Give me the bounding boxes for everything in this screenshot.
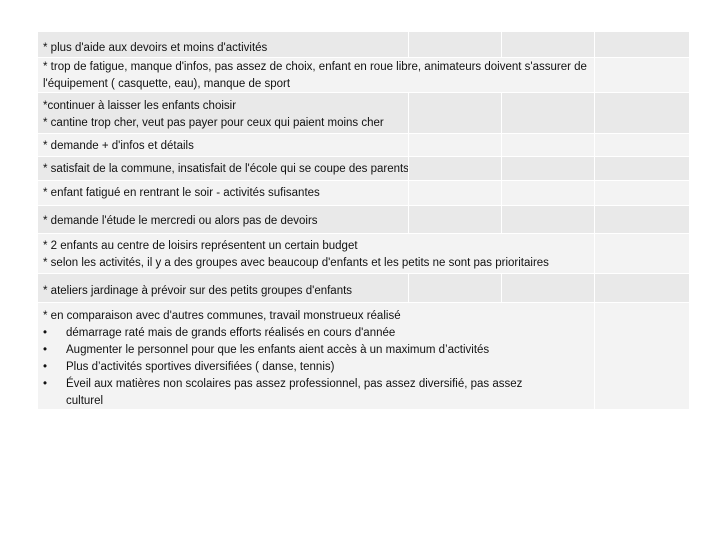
empty-cell: [501, 32, 594, 58]
empty-cell: [501, 93, 594, 133]
table-row: [38, 274, 689, 303]
bullet-mark: •: [43, 361, 48, 373]
empty-cell: [594, 234, 689, 273]
table-row: [38, 58, 689, 93]
bullet-text: Éveil aux matières non scolaires pas assez professionnel, pas assez diversifié, pas assez: [66, 378, 523, 390]
bullet-continuation: culturel: [66, 395, 104, 407]
empty-cell: [594, 303, 689, 411]
empty-cell: [594, 206, 689, 233]
bullet-mark: •: [43, 327, 48, 339]
comment-text: * en comparaison avec d'autres communes, travail monstrueux réalisé: [43, 310, 401, 322]
empty-cell: [501, 206, 594, 233]
empty-cell: [594, 134, 689, 156]
comment-text: * 2 enfants au centre de loisirs représentent un certain budget: [43, 240, 358, 252]
comment-cell: [38, 234, 594, 273]
table-row: [38, 93, 689, 134]
comment-text: * demande l'étude le mercredi ou alors pas de devoirs: [43, 215, 318, 227]
comment-text: * trop de fatigue, manque d'infos, pas assez de choix, enfant en roue libre, animateurs doivent s'assurer de: [43, 61, 587, 73]
comment-cell: [38, 134, 408, 156]
empty-cell: [408, 206, 501, 233]
comment-text: * selon les activités, il y a des groupes avec beaucoup d'enfants et les petits ne sont pas prioritaires: [43, 257, 549, 269]
comment-cell: [38, 206, 408, 233]
table-row: [38, 206, 689, 234]
table-row: [38, 157, 689, 181]
table-row: [38, 32, 689, 58]
empty-cell: [408, 93, 501, 133]
comment-text: l'équipement ( casquette, eau), manque de sport: [43, 78, 291, 90]
comment-cell: [38, 274, 408, 302]
empty-cell: [594, 32, 689, 58]
comment-cell: [38, 58, 594, 94]
empty-cell: [408, 181, 501, 205]
list-item: [43, 342, 590, 359]
comment-cell: [38, 93, 408, 133]
table-row: [38, 181, 689, 206]
empty-cell: [408, 32, 501, 58]
comment-cell: [38, 32, 408, 58]
empty-cell: [594, 274, 689, 302]
empty-cell: [594, 181, 689, 205]
empty-cell: [594, 93, 689, 133]
feedback-table: [38, 32, 689, 410]
comment-text: * ateliers jardinage à prévoir sur des petits groupes d'enfants: [43, 285, 353, 297]
comment-cell: [38, 181, 408, 205]
comment-cell: [38, 303, 594, 411]
table-row: [38, 303, 689, 410]
comment-text: *continuer à laisser les enfants choisir: [43, 100, 237, 112]
comment-text: * cantine trop cher, veut pas payer pour ceux qui paient moins cher: [43, 117, 384, 129]
bullet-mark: •: [43, 378, 48, 390]
bullet-text: Plus d’activités sportives diversifiées ( danse, tennis): [66, 361, 335, 373]
list-item: [43, 376, 590, 393]
table-row: [38, 134, 689, 157]
comment-text: * plus d'aide aux devoirs et moins d'activités: [43, 42, 268, 54]
comment-cell: [38, 157, 408, 180]
empty-cell: [408, 274, 501, 302]
empty-cell: [408, 134, 501, 156]
empty-cell: [501, 134, 594, 156]
empty-cell: [594, 157, 689, 180]
bullet-text: Augmenter le personnel pour que les enfants aient accès à un maximum d’activités: [66, 344, 490, 356]
empty-cell: [501, 181, 594, 205]
list-item: [43, 325, 590, 342]
empty-cell: [501, 157, 594, 180]
table-row: [38, 234, 689, 274]
comment-text: * enfant fatigué en rentrant le soir - activités sufisantes: [43, 187, 320, 199]
bullet-mark: •: [43, 344, 48, 356]
comment-text: * satisfait de la commune, insatisfait de l'école qui se coupe des parents: [43, 163, 409, 175]
bullet-text: démarrage raté mais de grands efforts réalisés en cours d'année: [66, 327, 396, 339]
empty-cell: [594, 58, 689, 94]
empty-cell: [501, 274, 594, 302]
list-item: [43, 359, 590, 376]
comment-text: * demande + d'infos et détails: [43, 140, 194, 152]
empty-cell: [408, 157, 501, 180]
